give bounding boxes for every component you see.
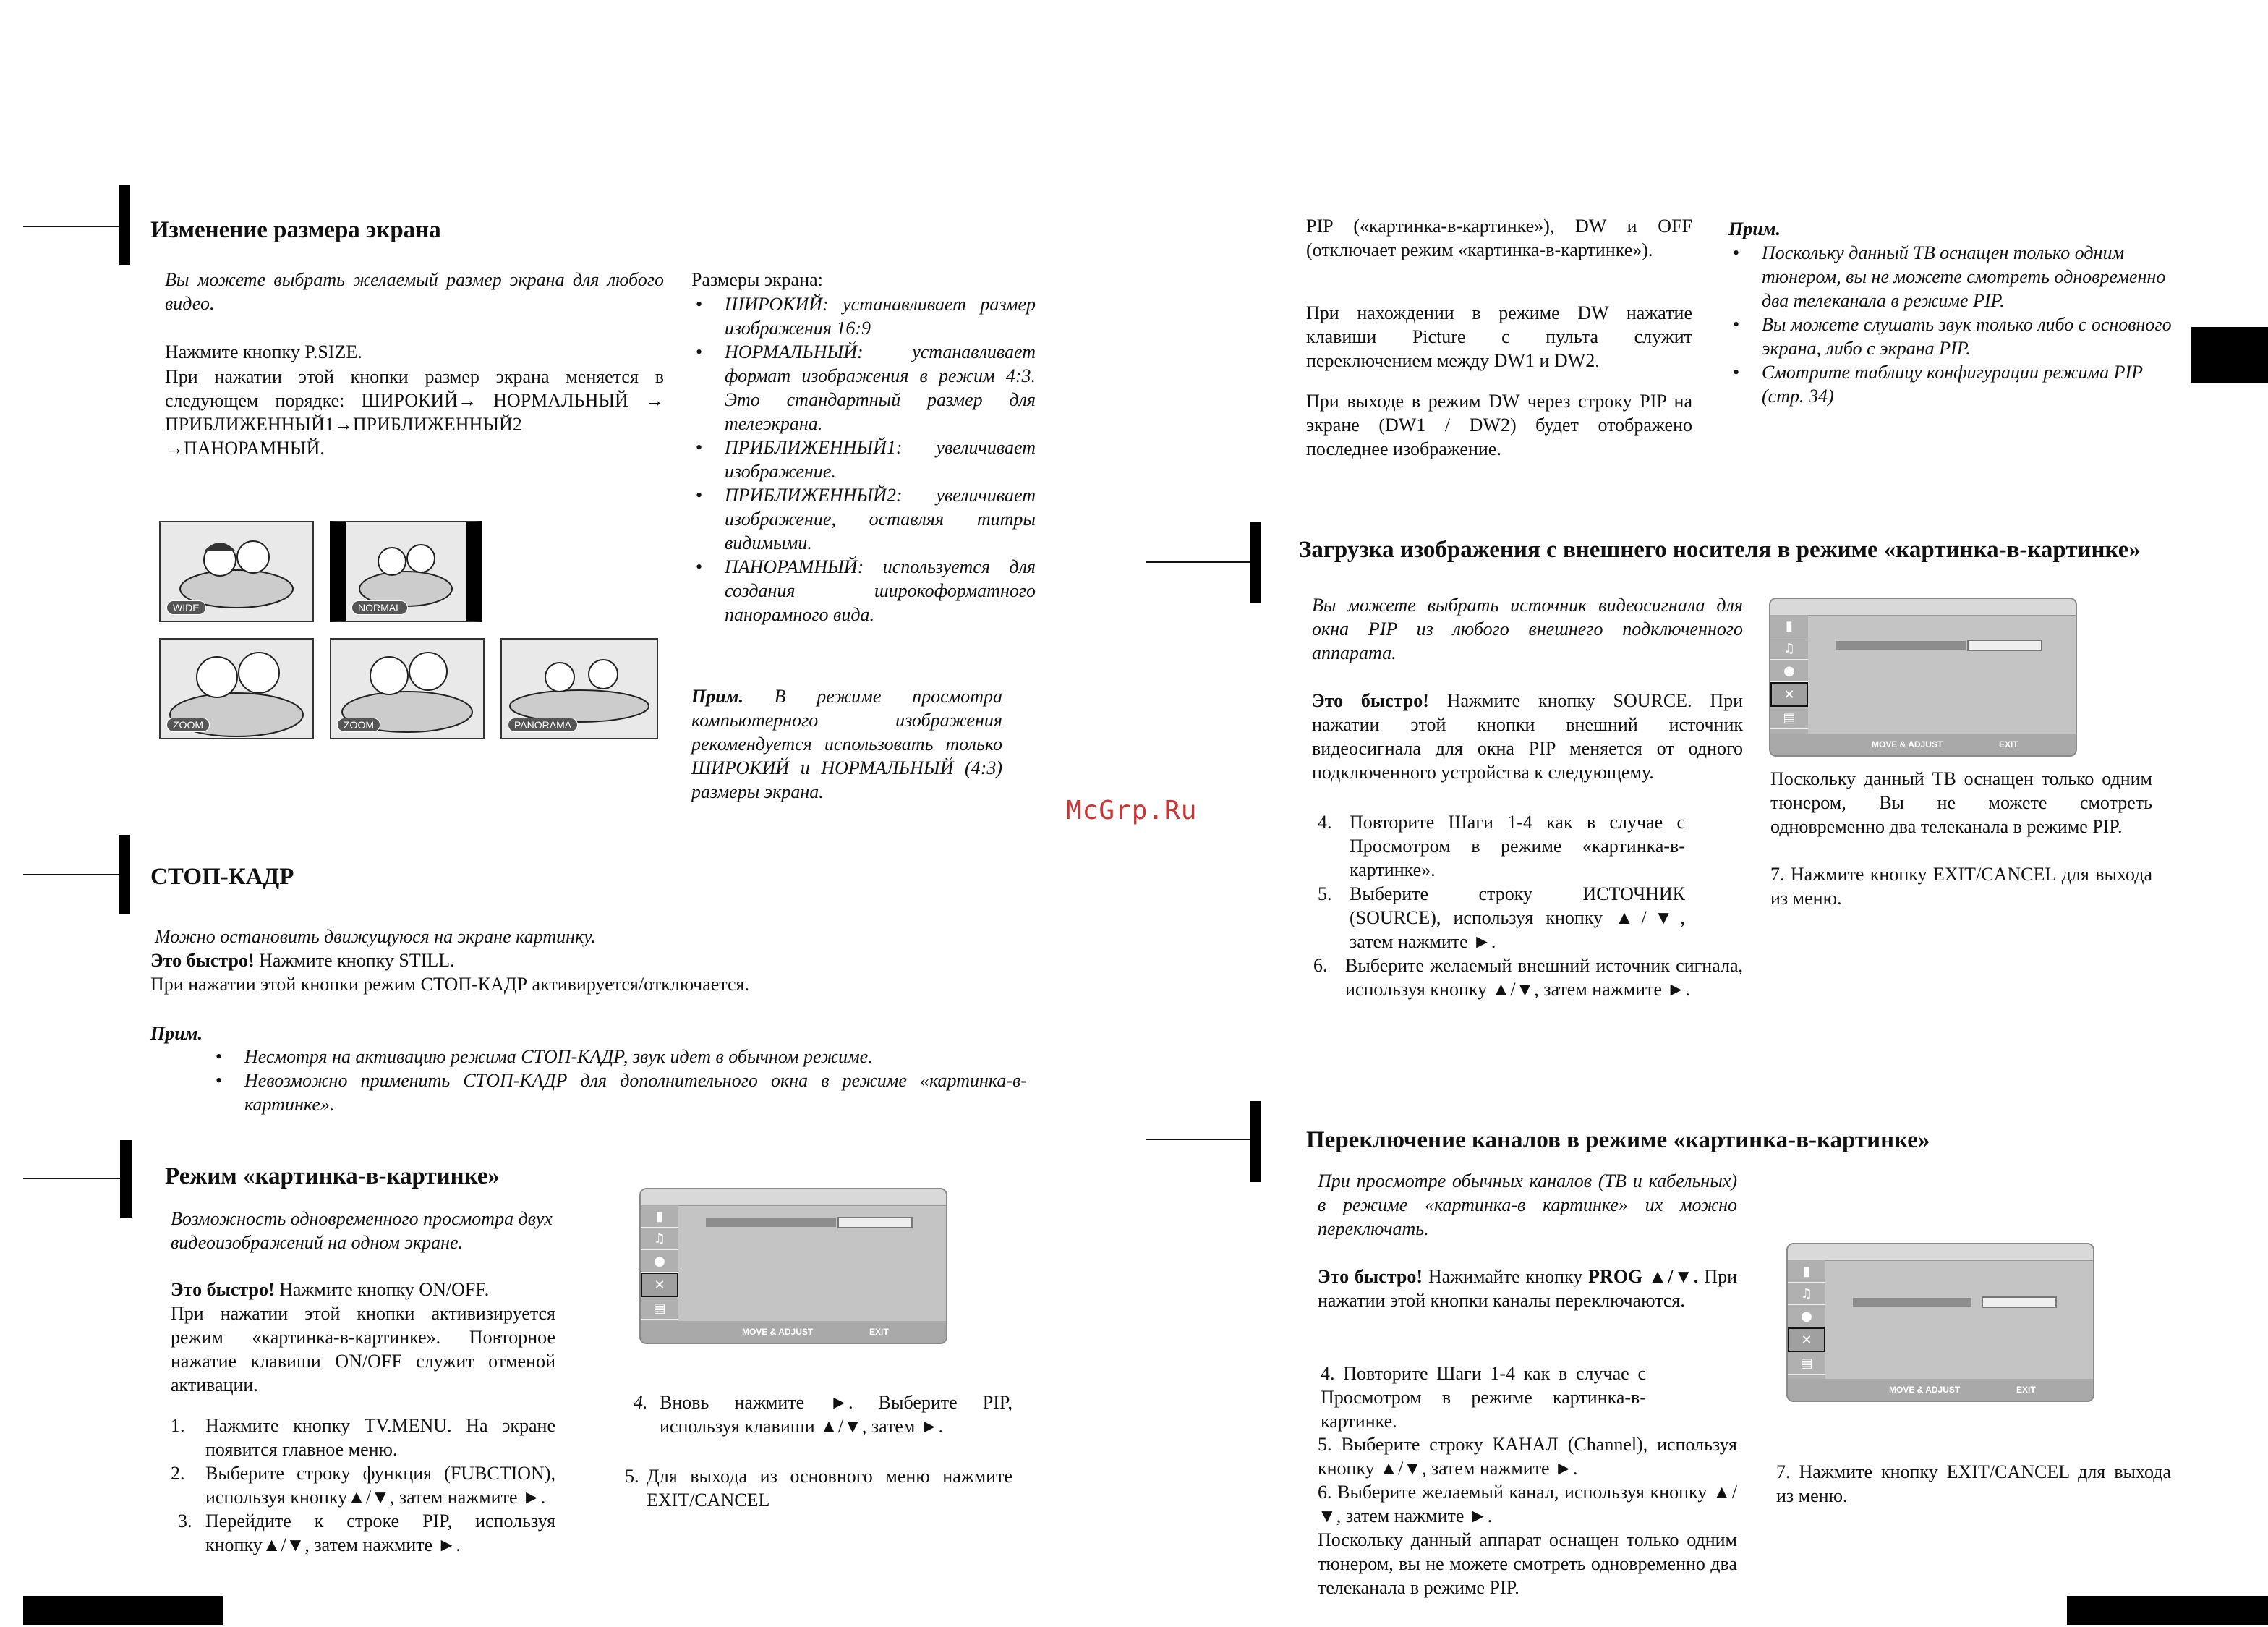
quick-label: Это быстро! (171, 1279, 275, 1300)
picture-icon: ▮ (1788, 1260, 1825, 1283)
step-text: Выберите желаемый внешний источник сигнала, используя кнопку ▲/▼, затем нажмите ►. (1345, 955, 1743, 1000)
thumb-zoom1 (159, 638, 314, 739)
section-rule (1146, 561, 1253, 563)
thumb-zoom2 (330, 638, 485, 739)
step-item (1312, 810, 1743, 882)
source-title: Загрузка изображения с внешнего носителя в режиме «картинка-в-картинке» (1299, 537, 2141, 563)
size-item: • ШИРОКИЙ: устанавливает размер изображения 16:9 (725, 292, 1036, 340)
step-item (625, 1390, 1012, 1438)
size-item: • ПРИБЛИЖЕННЫЙ1: увеличивает изображение. (725, 436, 1036, 483)
picture-icon: ▮ (1770, 615, 1808, 637)
channel-icon: ● (1788, 1305, 1825, 1327)
osd-sidebar (1770, 615, 1808, 734)
side-tab (2191, 327, 2268, 383)
step-item (171, 1461, 555, 1509)
size-item: • ПРИБЛИЖЕННЫЙ2: увеличивает изображение, оставляя титры видимыми. (725, 483, 1036, 555)
note-label: Прим. (150, 1023, 202, 1044)
step-text: Выберите строку функция (FUBCTION), используя кнопку▲/▼, затем нажмите ►. (205, 1463, 555, 1508)
size-item: • ПАНОРАМНЫЙ: используется для создания широкоформатного панорамного вида. (725, 555, 1036, 626)
osd-menu (639, 1188, 947, 1344)
osd-exit: EXIT (2016, 1385, 2036, 1395)
sound-icon: ♫ (641, 1228, 678, 1250)
still-quick (150, 948, 874, 972)
still-intro: Можно остановить движущуюся на экране картинку. (155, 926, 596, 947)
step-number: 6. (1313, 955, 1328, 976)
still-note-label (150, 1021, 295, 1045)
pip-note-label (1728, 217, 1873, 241)
channels-intro: При просмотре обычных каналов (ТВ и кабельных) в режиме «картинка-в картинке» их можно переключать. (1318, 1171, 1737, 1239)
note-item: • Вы можете слушать звук только либо с основного экрана, либо с экрана PIP. (1762, 313, 2181, 360)
pip-p3: При выходе в режим DW через строку PIP на экране (DW1 / DW2) будет отображено последнее изображение. (1306, 391, 1692, 459)
section-rule (1146, 1139, 1253, 1140)
source-step7: 7. Нажмите кнопку EXIT/CANCEL для выхода из меню. (1770, 864, 2152, 909)
section-bar (120, 1140, 132, 1218)
resize-note (691, 684, 1002, 804)
step-number: 4. (1318, 812, 1332, 833)
step-item (625, 1464, 1012, 1512)
section-bar (1250, 522, 1261, 603)
quick-text: Нажмите кнопку STILL. (259, 950, 455, 971)
step-number: 1. (171, 1415, 185, 1436)
osd-footer (641, 1321, 946, 1343)
size-item: • НОРМАЛЬНЫЙ: устанавливает формат изображения в режим 4:3. Это стандартный размер для телеэкрана. (725, 340, 1036, 436)
quick-rest: При нажатии этой кнопки каналы переключаются. (1318, 1266, 1738, 1311)
section-bar (119, 835, 130, 914)
osd-header (641, 1189, 946, 1206)
thumb-normal (330, 521, 482, 622)
resize-step-press: Нажмите кнопку P.SIZE. (165, 341, 362, 362)
setup-icon: ▤ (641, 1297, 678, 1320)
source-quick (1312, 689, 1743, 784)
footer-bar-left (23, 1596, 223, 1625)
quick-label: Это быстро! (150, 950, 255, 971)
pip-p1: PIP («картинка-в-картинке»), DW и OFF (отключает режим «картинка-в-картинке»). (1306, 216, 1692, 260)
function-icon[interactable]: ✕ (641, 1273, 678, 1297)
step-text: Выберите строку ИСТОЧНИК (SOURCE), используя кнопку ▲/▼, затем нажмите ►. (1350, 883, 1685, 952)
note-item: • Несмотря на активацию режима СТОП-КАДР, звук идет в обычном режиме. (244, 1045, 1027, 1069)
step-text: Для выхода из основного меню нажмите EXIT/CANCEL (647, 1466, 1012, 1511)
osd-move-adjust: MOVE & ADJUST (742, 1327, 814, 1337)
channels-step4: 4. Повторите Шаги 1-4 как в случае с Просмотром в режиме картинка-в-картинке. (1321, 1363, 1646, 1432)
osd-item-bar (1836, 641, 1966, 650)
osd-sidebar (641, 1205, 678, 1321)
thumb-label: ZOOM (337, 718, 380, 732)
osd-footer (1770, 734, 2076, 755)
step-item (1312, 882, 1743, 953)
step-text: Перейдите к строке PIP, используя кнопку▲/▼, затем нажмите ►. (205, 1511, 555, 1555)
pip-quick (171, 1278, 554, 1301)
osd-move-adjust: MOVE & ADJUST (1889, 1385, 1961, 1395)
section-bar (1250, 1101, 1261, 1182)
channel-icon: ● (1770, 660, 1808, 682)
section-rule (23, 1178, 126, 1179)
osd-exit: EXIT (869, 1327, 889, 1337)
section-bar (119, 185, 130, 265)
resize-intro: Вы можете выбрать желаемый размер экрана для любого видео. (165, 269, 664, 314)
sizes-list (691, 292, 1036, 626)
sizes-heading: Размеры экрана: (691, 269, 823, 290)
pip-steps-left (171, 1414, 555, 1557)
prog-key: PROG ▲/▼. (1588, 1266, 1699, 1287)
quick-label: Это быстро! (1312, 690, 1429, 711)
source-steps (1312, 810, 1743, 1001)
quick-text: Нажмите кнопку ON/OFF. (279, 1279, 490, 1300)
step-text: Нажмите кнопку TV.MENU. На экране появится главное меню. (205, 1415, 555, 1460)
thumb-label: NORMAL (351, 600, 408, 615)
resize-step-order: При нажатии этой кнопки размер экрана меняется в следующем порядке: ШИРОКИЙ→ НОРМАЛЬНЫЙ → ПРИБЛИЖЕННЫЙ1→ПРИБЛИЖЕННЫЙ2 →ПАНОРАМНЫЙ. (165, 366, 664, 459)
channels-step7: 7. Нажмите кнопку EXIT/CANCEL для выхода из меню. (1776, 1461, 2171, 1506)
pip-activate: При нажатии этой кнопки активизируется режим «картинка-в-картинке». Повторное нажатие клавиши ON/OFF служит отменой активации. (171, 1303, 555, 1396)
footer-bar-right (2067, 1596, 2268, 1625)
note-item: • Невозможно применить СТОП-КАДР для дополнительного окна в режиме «картинка-в-картинке». (244, 1069, 1027, 1116)
osd-menu (1786, 1243, 2094, 1402)
thumb-panorama (500, 638, 658, 739)
sound-icon: ♫ (1770, 637, 1808, 660)
osd-item-bar (706, 1218, 836, 1227)
osd-sidebar (1788, 1260, 1825, 1379)
step-item (171, 1414, 555, 1461)
note-label: Прим. (1728, 218, 1781, 239)
osd-value-box (837, 1217, 913, 1228)
osd-value-box (1982, 1296, 2057, 1308)
note-item: • Поскольку данный ТВ оснащен только одним тюнером, вы не можете смотреть одновременно два телеканала в режиме PIP. (1762, 241, 2181, 313)
function-icon[interactable]: ✕ (1788, 1327, 1825, 1352)
thumb-label: WIDE (166, 600, 206, 615)
pip-notes (1728, 241, 2181, 408)
channels-tail: Поскольку данный аппарат оснащен только одним тюнером, вы не можете смотреть одновременно два телеканала в режиме PIP. (1318, 1529, 1737, 1598)
step-item (171, 1509, 555, 1557)
function-icon[interactable]: ✕ (1770, 682, 1808, 707)
osd-value-box (1967, 640, 2042, 651)
channels-title: Переключение каналов в режиме «картинка-в-картинке» (1306, 1127, 1930, 1153)
osd-menu (1769, 598, 2077, 757)
source-intro: Вы можете выбрать источник видеосигнала для окна PIP из любого внешнего подключенного аппарата. (1312, 595, 1743, 663)
osd-move-adjust: MOVE & ADJUST (1872, 739, 1943, 749)
osd-header (1770, 599, 2076, 616)
still-title: СТОП-КАДР (150, 864, 294, 890)
step-number: 4. (634, 1392, 648, 1413)
thumb-label: PANORAMA (508, 718, 578, 732)
step-number: 5. (1318, 883, 1332, 904)
osd-footer (1788, 1379, 2093, 1401)
channels-step5: 5. Выберите строку КАНАЛ (Channel), используя кнопку ▲/▼, затем нажмите ►. (1318, 1434, 1737, 1479)
osd-exit: EXIT (1999, 739, 2018, 749)
pip-p2: При нахождении в режиме DW нажатие клавиши Picture с пульта служит переключением между DW1 и DW2. (1306, 302, 1692, 371)
step-number: 2. (171, 1463, 185, 1484)
section-rule (23, 874, 119, 875)
quick-text: Нажимайте кнопку (1428, 1266, 1583, 1287)
pip-steps-right (625, 1390, 1012, 1512)
pip-intro: Возможность одновременного просмотра двух видеоизображений на одном экране. (171, 1208, 553, 1253)
setup-icon: ▤ (1788, 1352, 1825, 1375)
section-rule (23, 226, 119, 227)
resize-title: Изменение размера экрана (150, 217, 441, 243)
step-text: Вновь нажмите ►. Выберите PIP, используя клавиши ▲/▼, затем ►. (660, 1392, 1012, 1437)
resize-note-text: В режиме просмотра компьютерного изображения рекомендуется использовать только ШИРОКИЙ и НОРМАЛЬНЫЙ (4:3) размеры экрана. (691, 686, 1002, 802)
still-toggle: При нажатии этой кнопки режим СТОП-КАДР активируется/отключается. (150, 974, 749, 995)
note-item: • Смотрите таблицу конфигурации режима PIP (стр. 34) (1762, 360, 2181, 408)
pip-title: Режим «картинка-в-картинке» (165, 1163, 500, 1189)
resize-note-label: Прим. (691, 686, 743, 707)
channels-quick (1318, 1265, 1737, 1312)
channel-icon: ● (641, 1250, 678, 1273)
source-right-text: Поскольку данный ТВ оснащен только одним тюнером, Вы не можете смотреть одновременно два телеканала в режиме PIP. (1770, 768, 2152, 837)
thumb-label: ZOOM (166, 718, 210, 732)
step-number: 3. (178, 1511, 192, 1532)
channels-step6: 6. Выберите желаемый канал, используя кнопку ▲/▼, затем нажмите ►. (1318, 1482, 1737, 1526)
osd-item-bar (1853, 1298, 1971, 1307)
setup-icon: ▤ (1770, 707, 1808, 729)
watermark: McGrp.Ru (1066, 796, 1198, 825)
picture-icon: ▮ (641, 1205, 678, 1228)
step-text: Повторите Шаги 1-4 как в случае с Просмотром в режиме «картинка-в-картинке». (1350, 812, 1685, 880)
thumb-wide (159, 521, 314, 622)
step-item (1312, 953, 1743, 1001)
still-notes (210, 1045, 1027, 1116)
step-number: 5. (625, 1466, 639, 1487)
sound-icon: ♫ (1788, 1283, 1825, 1305)
quick-label: Это быстро! (1318, 1266, 1423, 1287)
quick-text: Нажмите кнопку SOURCE. При нажатии этой кнопки внешний источник видеосигнала для окна PIP меняется от одного подключенного устройства к следующему. (1312, 690, 1744, 783)
osd-header (1788, 1244, 2093, 1261)
